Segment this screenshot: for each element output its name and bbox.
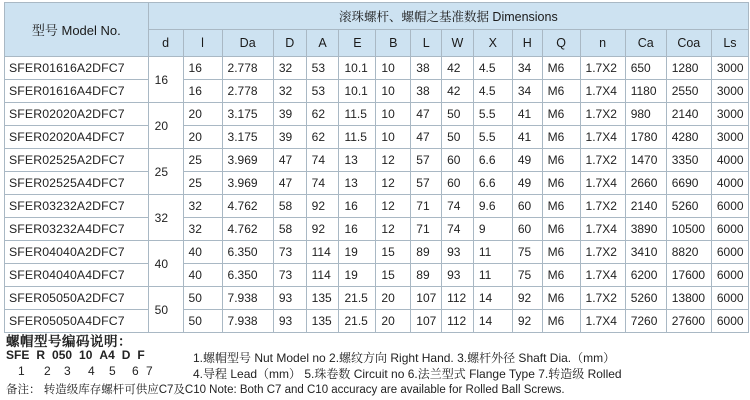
cell-w: 93 (442, 241, 474, 264)
cell-l: 50 (183, 287, 222, 310)
cell-h: 41 (512, 126, 542, 149)
cell-x: 11 (473, 264, 512, 287)
cell-q: M6 (542, 218, 580, 241)
table-row (5, 103, 749, 126)
cell-a: 114 (306, 241, 339, 264)
cell-x: 9.6 (473, 195, 512, 218)
cell-h: 41 (512, 103, 542, 126)
cell-da: 4.762 (222, 218, 273, 241)
table-row (5, 172, 749, 195)
cell-q: M6 (542, 287, 580, 310)
cell-a: 92 (306, 195, 339, 218)
cell-e: 19 (339, 264, 376, 287)
cell-da: 2.778 (222, 57, 273, 80)
model-cell: SFER02525A2DFC7 (5, 149, 149, 172)
cell-w: 50 (442, 126, 474, 149)
column-header-q: Q (542, 30, 580, 57)
code-digit: 4 (88, 364, 95, 378)
column-header-da: Da (222, 30, 273, 57)
cell-w: 74 (442, 195, 474, 218)
code-part: D (121, 348, 131, 362)
cell-w: 93 (442, 264, 474, 287)
cell-l: 71 (411, 195, 442, 218)
cell-l: 107 (411, 310, 442, 333)
cell-q: M6 (542, 57, 580, 80)
column-header-ls: Ls (711, 30, 748, 57)
cell-b: 12 (376, 218, 411, 241)
cell-q: M6 (542, 126, 580, 149)
column-header-e: E (339, 30, 376, 57)
cell-da: 3.969 (222, 149, 273, 172)
cell-b: 10 (376, 103, 411, 126)
table-row (5, 149, 749, 172)
cell-l: 107 (411, 287, 442, 310)
cell-ca: 6200 (625, 264, 666, 287)
cell-l: 16 (183, 57, 222, 80)
cell-n: 1.7X4 (580, 264, 625, 287)
cell-q: M6 (542, 80, 580, 103)
cell-e: 11.5 (339, 103, 376, 126)
cell-l: 25 (183, 172, 222, 195)
cell-l: 57 (411, 149, 442, 172)
cell-h: 60 (512, 195, 542, 218)
model-cell: SFER01616A2DFC7 (5, 57, 149, 80)
cell-ca: 1180 (625, 80, 666, 103)
model-cell: SFER03232A2DFC7 (5, 195, 149, 218)
cell-ls: 3000 (711, 80, 748, 103)
code-explanation-title: 螺帽型号编码说明： (6, 334, 132, 349)
cell-coa: 13800 (666, 287, 711, 310)
cell-l: 57 (411, 172, 442, 195)
cell-d: 32 (273, 80, 306, 103)
cell-e: 13 (339, 172, 376, 195)
model-cell: SFER04040A4DFC7 (5, 264, 149, 287)
column-header-b: B (376, 30, 411, 57)
column-header-coa: Coa (666, 30, 711, 57)
cell-coa: 4280 (666, 126, 711, 149)
cell-e: 13 (339, 149, 376, 172)
cell-l: 25 (183, 149, 222, 172)
cell-a: 62 (306, 126, 339, 149)
cell-ca: 980 (625, 103, 666, 126)
cell-da: 2.778 (222, 80, 273, 103)
cell-l: 40 (183, 264, 222, 287)
cell-ca: 7260 (625, 310, 666, 333)
remark-note: 备注： 转造级库存螺杆可供应C7及C10 Note: Both C7 and C10 accuracy are available for Rolled Ball Screws. (6, 384, 565, 396)
cell-coa: 2140 (666, 103, 711, 126)
cell-ca: 650 (625, 57, 666, 80)
cell-l: 89 (411, 241, 442, 264)
cell-l: 40 (183, 241, 222, 264)
cell-a: 74 (306, 172, 339, 195)
cell-ca: 1470 (625, 149, 666, 172)
cell-ls: 3000 (711, 103, 748, 126)
cell-ls: 6000 (711, 287, 748, 310)
cell-q: M6 (542, 264, 580, 287)
cell-ls: 6000 (711, 195, 748, 218)
cell-l: 38 (411, 57, 442, 80)
cell-l: 89 (411, 264, 442, 287)
cell-h: 49 (512, 149, 542, 172)
cell-q: M6 (542, 195, 580, 218)
cell-l: 20 (183, 126, 222, 149)
cell-d: 39 (273, 126, 306, 149)
cell-ls: 4000 (711, 172, 748, 195)
code-digit: 2 (44, 364, 51, 378)
cell-b: 10 (376, 126, 411, 149)
cell-d: 47 (273, 149, 306, 172)
column-header-l: l (183, 30, 222, 57)
cell-da: 6.350 (222, 264, 273, 287)
code-explanation-line-2: 4.导程 Lead（mm） 5.珠卷数 Circuit no 6.法兰型式 Flange Type 7.转造级 Rolled (193, 367, 622, 381)
cell-a: 135 (306, 287, 339, 310)
cell-da: 7.938 (222, 310, 273, 333)
cell-coa: 2550 (666, 80, 711, 103)
cell-h: 34 (512, 80, 542, 103)
d-cell: 50 (148, 287, 183, 333)
cell-ca: 2660 (625, 172, 666, 195)
cell-e: 21.5 (339, 287, 376, 310)
cell-h: 60 (512, 218, 542, 241)
cell-n: 1.7X2 (580, 287, 625, 310)
cell-n: 1.7X2 (580, 241, 625, 264)
cell-coa: 6690 (666, 172, 711, 195)
cell-b: 15 (376, 264, 411, 287)
cell-x: 4.5 (473, 80, 512, 103)
d-cell: 32 (148, 195, 183, 241)
cell-w: 42 (442, 57, 474, 80)
cell-h: 75 (512, 241, 542, 264)
column-header-d: D (273, 30, 306, 57)
column-header-d: d (148, 30, 183, 57)
cell-da: 7.938 (222, 287, 273, 310)
dimensions-table (4, 2, 749, 333)
code-part: F (137, 348, 145, 362)
cell-x: 14 (473, 287, 512, 310)
model-cell: SFER01616A4DFC7 (5, 80, 149, 103)
table-row (5, 264, 749, 287)
cell-ls: 6000 (711, 241, 748, 264)
column-header-a: A (306, 30, 339, 57)
cell-d: 73 (273, 241, 306, 264)
cell-n: 1.7X2 (580, 195, 625, 218)
cell-x: 4.5 (473, 57, 512, 80)
d-cell: 16 (148, 57, 183, 103)
table-row (5, 195, 749, 218)
cell-ls: 6000 (711, 218, 748, 241)
cell-ls: 4000 (711, 149, 748, 172)
cell-b: 10 (376, 57, 411, 80)
model-cell: SFER05050A2DFC7 (5, 287, 149, 310)
cell-da: 3.175 (222, 126, 273, 149)
cell-h: 92 (512, 287, 542, 310)
cell-e: 10.1 (339, 57, 376, 80)
model-cell: SFER05050A4DFC7 (5, 310, 149, 333)
cell-b: 12 (376, 172, 411, 195)
cell-q: M6 (542, 149, 580, 172)
cell-a: 53 (306, 80, 339, 103)
d-cell: 25 (148, 149, 183, 195)
code-part: A4 (99, 348, 115, 362)
cell-x: 6.6 (473, 149, 512, 172)
cell-b: 20 (376, 310, 411, 333)
cell-b: 12 (376, 149, 411, 172)
code-digit: 5 (109, 364, 116, 378)
code-part: R (36, 348, 46, 362)
cell-b: 15 (376, 241, 411, 264)
table-row (5, 287, 749, 310)
cell-q: M6 (542, 241, 580, 264)
cell-ca: 1780 (625, 126, 666, 149)
cell-l: 71 (411, 218, 442, 241)
cell-ca: 2140 (625, 195, 666, 218)
cell-w: 112 (442, 287, 474, 310)
cell-ca: 3890 (625, 218, 666, 241)
cell-a: 62 (306, 103, 339, 126)
cell-e: 16 (339, 218, 376, 241)
code-explanation-line-1: 1.螺帽型号 Nut Model no 2.螺纹方向 Right Hand. 3.螺杆外径 Shaft Dia.（mm） (193, 351, 616, 365)
cell-w: 74 (442, 218, 474, 241)
cell-l: 50 (183, 310, 222, 333)
table-row (5, 57, 749, 80)
cell-a: 92 (306, 218, 339, 241)
dimensions-group-header: 滚珠螺杆、螺帽之基准数据 Dimensions (148, 3, 748, 30)
cell-coa: 27600 (666, 310, 711, 333)
cell-d: 58 (273, 218, 306, 241)
cell-h: 75 (512, 264, 542, 287)
cell-b: 10 (376, 80, 411, 103)
cell-da: 4.762 (222, 195, 273, 218)
code-part: 050 (52, 348, 73, 362)
cell-l: 38 (411, 80, 442, 103)
cell-l: 20 (183, 103, 222, 126)
cell-n: 1.7X4 (580, 126, 625, 149)
cell-d: 32 (273, 57, 306, 80)
model-cell: SFER03232A4DFC7 (5, 218, 149, 241)
cell-da: 3.969 (222, 172, 273, 195)
cell-w: 60 (442, 172, 474, 195)
cell-x: 14 (473, 310, 512, 333)
cell-l: 47 (411, 103, 442, 126)
cell-w: 50 (442, 103, 474, 126)
model-no-header: 型号 Model No. (5, 3, 149, 57)
cell-l: 16 (183, 80, 222, 103)
cell-d: 93 (273, 310, 306, 333)
column-header-x: X (473, 30, 512, 57)
cell-l: 32 (183, 218, 222, 241)
cell-n: 1.7X4 (580, 80, 625, 103)
cell-e: 19 (339, 241, 376, 264)
cell-x: 5.5 (473, 126, 512, 149)
cell-q: M6 (542, 103, 580, 126)
cell-coa: 3350 (666, 149, 711, 172)
model-cell: SFER02020A4DFC7 (5, 126, 149, 149)
cell-b: 12 (376, 195, 411, 218)
cell-q: M6 (542, 172, 580, 195)
model-cell: SFER04040A2DFC7 (5, 241, 149, 264)
cell-da: 6.350 (222, 241, 273, 264)
cell-d: 47 (273, 172, 306, 195)
d-cell: 40 (148, 241, 183, 287)
cell-e: 21.5 (339, 310, 376, 333)
model-cell: SFER02020A2DFC7 (5, 103, 149, 126)
code-part: 10 (79, 348, 93, 362)
cell-b: 20 (376, 287, 411, 310)
cell-l: 47 (411, 126, 442, 149)
table-row (5, 126, 749, 149)
code-digit: 1 (18, 364, 25, 378)
cell-n: 1.7X2 (580, 57, 625, 80)
table-row (5, 218, 749, 241)
cell-ca: 5260 (625, 287, 666, 310)
cell-da: 3.175 (222, 103, 273, 126)
code-example (6, 348, 152, 362)
table-row (5, 80, 749, 103)
cell-coa: 5260 (666, 195, 711, 218)
cell-ls: 3000 (711, 126, 748, 149)
cell-d: 39 (273, 103, 306, 126)
cell-ls: 6000 (711, 310, 748, 333)
cell-e: 10.1 (339, 80, 376, 103)
cell-n: 1.7X4 (580, 218, 625, 241)
cell-n: 1.7X4 (580, 172, 625, 195)
cell-q: M6 (542, 310, 580, 333)
cell-coa: 8820 (666, 241, 711, 264)
cell-w: 112 (442, 310, 474, 333)
cell-e: 11.5 (339, 126, 376, 149)
cell-h: 92 (512, 310, 542, 333)
model-cell: SFER02525A4DFC7 (5, 172, 149, 195)
cell-a: 135 (306, 310, 339, 333)
cell-w: 60 (442, 149, 474, 172)
code-digit: 6 (132, 364, 139, 378)
cell-d: 73 (273, 264, 306, 287)
cell-x: 5.5 (473, 103, 512, 126)
code-digit: 3 (64, 364, 71, 378)
cell-h: 49 (512, 172, 542, 195)
column-header-ca: Ca (625, 30, 666, 57)
cell-n: 1.7X2 (580, 103, 625, 126)
cell-x: 9 (473, 218, 512, 241)
d-cell: 20 (148, 103, 183, 149)
cell-ls: 6000 (711, 264, 748, 287)
cell-n: 1.7X4 (580, 310, 625, 333)
cell-a: 74 (306, 149, 339, 172)
cell-w: 42 (442, 80, 474, 103)
column-header-w: W (442, 30, 474, 57)
cell-h: 34 (512, 57, 542, 80)
code-part: SFE (6, 348, 30, 362)
cell-d: 58 (273, 195, 306, 218)
column-header-h: H (512, 30, 542, 57)
cell-ls: 3000 (711, 57, 748, 80)
cell-x: 6.6 (473, 172, 512, 195)
cell-n: 1.7X2 (580, 149, 625, 172)
cell-coa: 1280 (666, 57, 711, 80)
cell-coa: 10500 (666, 218, 711, 241)
column-header-n: n (580, 30, 625, 57)
column-header-l: L (411, 30, 442, 57)
cell-coa: 17600 (666, 264, 711, 287)
cell-a: 114 (306, 264, 339, 287)
code-digit: 7 (146, 364, 153, 378)
cell-ca: 3410 (625, 241, 666, 264)
table-row (5, 241, 749, 264)
cell-x: 11 (473, 241, 512, 264)
cell-d: 93 (273, 287, 306, 310)
cell-e: 16 (339, 195, 376, 218)
cell-l: 32 (183, 195, 222, 218)
cell-a: 53 (306, 57, 339, 80)
